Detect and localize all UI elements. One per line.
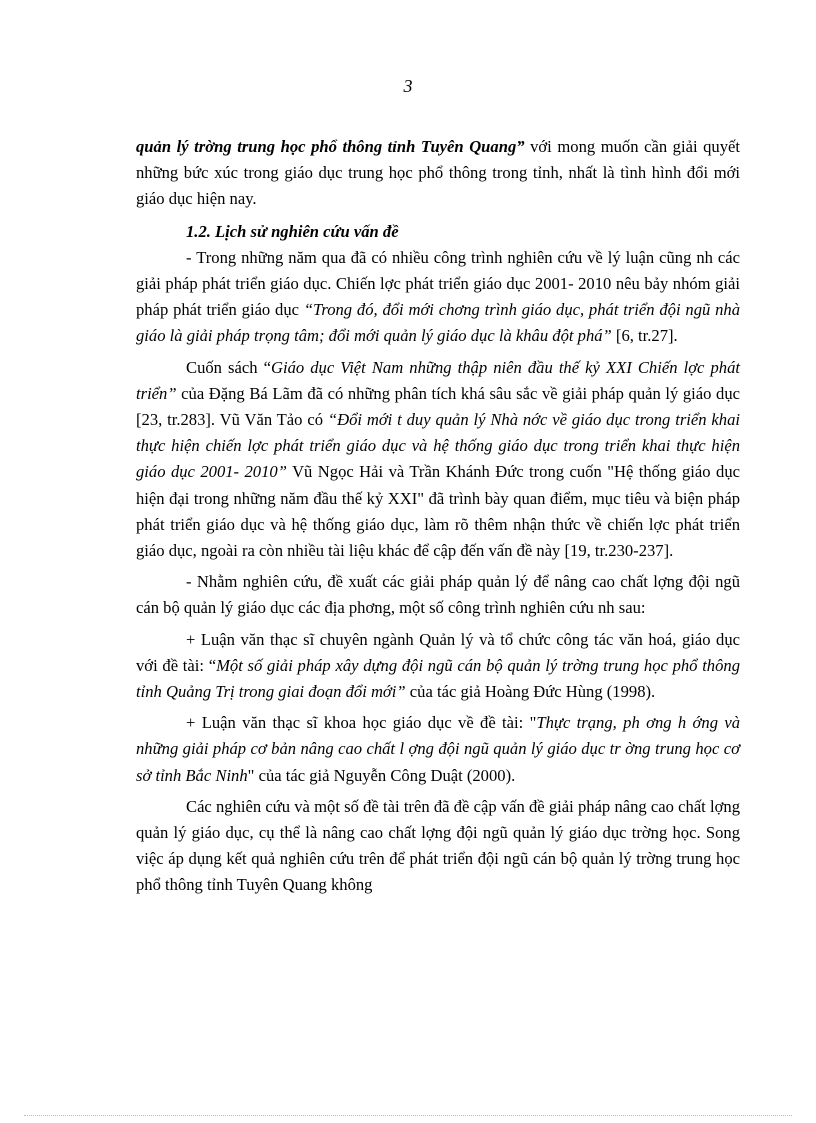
paragraph-references	[136, 355, 740, 565]
thesis-title: Thực trạng, ph ơng h ớng và những giải pháp cơ bản nâng cao chất l ợng đội ngũ quản lý giáo dục tr ờng trung học cơ sở tỉnh Bắc Ninh	[136, 713, 741, 785]
paragraph-text: với mong muốn cần giải quyết những bức xúc trong giáo dục trung học phổ thông trong tỉnh, nhất là tình hình đổi mới giáo dục hiện nay.	[136, 137, 740, 209]
paragraph-text: của Đặng Bá Lãm đã có những phân tích khá sâu sắc về giải pháp quản lý giáo dục [23, tr.283]. Vũ Văn Tảo có	[136, 383, 740, 430]
paragraph-text: Cuốn sách “	[186, 357, 271, 377]
work-title: “Đổi mới t duy quản lý Nhà nớc về giáo dục trong triển khai thực hiện chiến lợc phát triển giáo dục và hệ thống giáo dục trong triển khai thực hiện giáo dục 2001- 2010”	[136, 410, 740, 482]
section-heading: 1.2. Lịch sử nghiên cứu vấn đề	[186, 221, 399, 241]
paragraph-text: " của tác giả Nguyễn Công Duật (2000).	[247, 765, 516, 785]
paragraph-thesis-2	[136, 710, 740, 789]
thesis-title: Một số giải pháp xây dựng đội ngũ cán bộ quản lý trờng trung học phổ thông tỉnh Quảng Trị trong giai đoạn đổi mới”	[136, 655, 740, 702]
paragraph-text: + Luận văn thạc sĩ khoa học giáo dục về đề tài: "	[186, 713, 537, 733]
book-title: Giáo dục Việt Nam những thập niên đầu thế kỷ XXI Chiến lợc phát triển”	[136, 357, 741, 403]
thesis-title: quản lý trờng trung học phổ thông tỉnh Tuyên Quang”	[136, 137, 525, 156]
paragraph-intro-continuation	[136, 134, 740, 213]
paragraph-conclusion: Các nghiên cứu và một số đề tài trên đã đề cập vấn đề giải pháp nâng cao chất lợng quản lý giáo dục, cụ thể là nâng cao chất lợng đội ngũ quản lý giáo dục trờng học. Song việc áp dụng kết quả nghiên cứu trên để phát triển đội ngũ cán bộ quản lý trờng trung học phổ thông tỉnh Tuyên Quang không	[136, 796, 740, 895]
paragraph-text: của tác giả Hoàng Đức Hùng (1998).	[405, 682, 656, 702]
paragraph-aims: - Nhằm nghiên cứu, đề xuất các giải pháp quản lý để nâng cao chất lợng đội ngũ cán bộ quản lý giáo dục các địa phơng, một số công trình nghiên cứu nh sau:	[136, 572, 740, 618]
page-number: 3	[403, 76, 413, 96]
page-bottom-divider	[24, 1115, 792, 1116]
paragraph-research-overview	[136, 245, 740, 350]
citation: [6, tr.27].	[611, 326, 678, 346]
paragraph-thesis-1	[136, 627, 740, 706]
paragraph-text: + Luận văn thạc sĩ chuyên ngành Quản lý và tổ chức công tác văn hoá, giáo dục với đề tài: “	[136, 629, 740, 675]
quotation: “Trong đó, đổi mới chơng trình giáo dục, phát triển đội ngũ nhà giáo là giải pháp trọng tâm; đổi mới quản lý giáo dục là khâu đột phá”	[136, 300, 740, 346]
document-body	[136, 134, 740, 899]
paragraph-text: Vũ Ngọc Hải và Trần Khánh Đức trong cuốn "Hệ thống giáo dục hiện đại trong những năm đầu thế kỷ XXI" đã trình bày quan điểm, mục tiêu và biện pháp phát triển giáo dục và hệ thống giáo dục, làm rõ thêm nhận thức về chiến lợc phát triển giáo dục, ngoài ra còn nhiều tài liệu khác để cập đến vấn đề này [19, tr.230-237].	[136, 462, 740, 561]
paragraph-text: - Trong những năm qua đã có nhiều công trình nghiên cứu về lý luận cũng nh các giải pháp phát triển giáo dục. Chiến lợc phát triển giáo dục 2001- 2010 nêu bảy nhóm giải pháp phát triển giáo dục	[136, 247, 740, 320]
